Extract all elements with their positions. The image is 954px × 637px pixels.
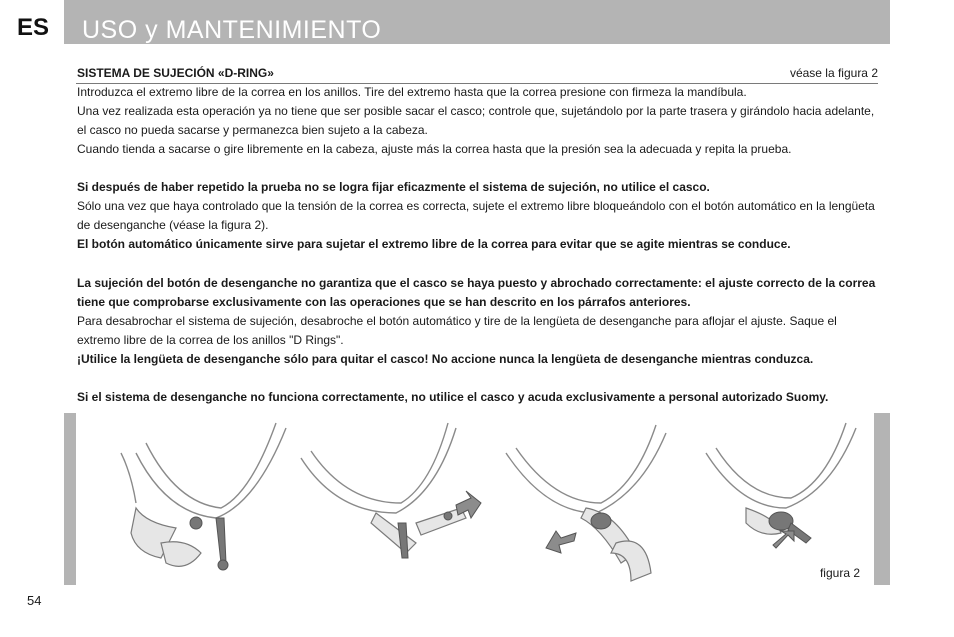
paragraph: Sólo una vez que haya controlado que la tensión de la correa es correcta, sujete el extremo libre bloqueándolo con el botón automático en la lengüeta de desenganche (véase la figura 2). [77, 199, 875, 232]
paragraph-group-1 [77, 83, 879, 159]
warning-paragraph: Si después de haber repetido la prueba no se logra fijar eficazmente el sistema de sujeción, no utilice el casco. [77, 180, 710, 194]
paragraph: Para desabrochar el sistema de sujeción, desabroche el botón automático y tire de la lengüeta de desenganche para aflojar el ajuste. Saque el extremo libre de la correa de los anillos "D Rings". [77, 314, 837, 347]
paragraph-group-4 [77, 388, 879, 407]
header-bar [64, 0, 890, 44]
language-code: ES [17, 14, 50, 41]
warning-paragraph: ¡Utilice la lengüeta de desenganche sólo para quitar el casco! No accione nunca la lengüeta de desenganche mientras conduzca. [77, 352, 814, 366]
paragraph-group-3 [77, 274, 879, 369]
figure-caption: figura 2 [819, 566, 860, 580]
paragraph: Introduzca el extremo libre de la correa en los anillos. Tire del extremo hasta que la correa presione con firmeza la mandíbula. [77, 85, 747, 99]
figure-frame [64, 413, 890, 585]
page-title: USO y MANTENIMIENTO [82, 16, 382, 44]
d-ring-illustrations [76, 413, 874, 585]
page-number: 54 [27, 593, 42, 608]
warning-paragraph: El botón automático únicamente sirve para sujetar el extremo libre de la correa para evitar que se agite mientras se conduce. [77, 237, 791, 251]
warning-paragraph: La sujeción del botón de desenganche no garantiza que el casco se haya puesto y abrochado correctamente: el ajuste correcto de la correa tiene que comprobarse exclusivamente con las operaciones que se han descrito en los párrafos anteriores. [77, 276, 876, 309]
paragraph-group-2 [77, 178, 879, 254]
figure-panel [76, 413, 874, 585]
paragraph: Cuando tienda a sacarse o gire libremente en la cabeza, ajuste más la correa hasta que la presión sea la adecuada y repita la prueba. [77, 142, 792, 156]
illustration-step-2 [301, 423, 481, 558]
section-header [76, 66, 878, 84]
figure-reference: véase la figura 2 [789, 66, 878, 80]
paragraph: Una vez realizada esta operación ya no tiene que ser posible sacar el casco; controle que, sujetándolo por la parte trasera y girándolo hacia adelante, el casco no pueda sacarse y permanezca bien sujeto a la cabeza. [77, 104, 875, 137]
illustration-step-4 [706, 423, 856, 548]
section-title: SISTEMA DE SUJECIÓN «D-RING» [77, 66, 274, 80]
warning-paragraph: Si el sistema de desenganche no funciona correctamente, no utilice el casco y acuda exclusivamente a personal autorizado Suomy. [77, 390, 829, 404]
illustration-step-3 [506, 425, 666, 581]
illustration-step-1 [121, 423, 286, 570]
